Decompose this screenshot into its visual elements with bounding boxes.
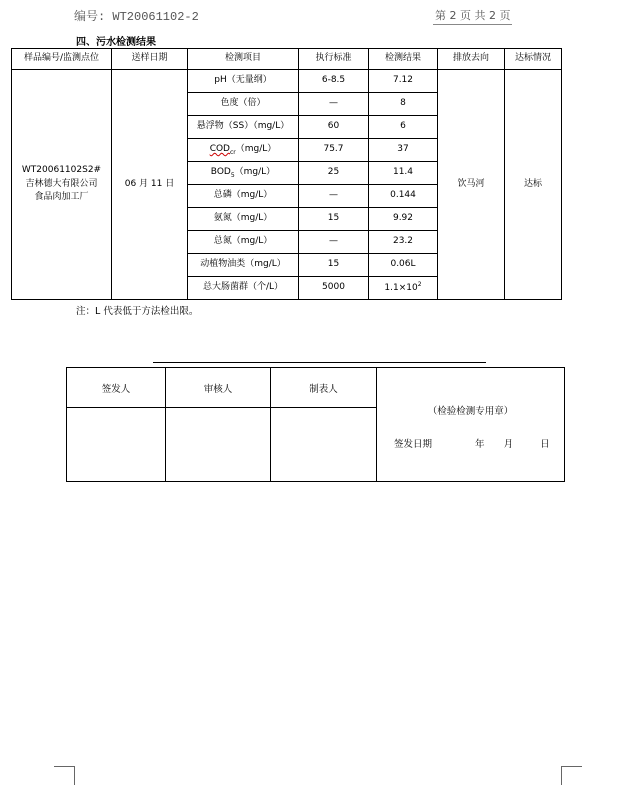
month-label: 月 [503, 439, 514, 450]
header-cell: 送样日期 [112, 49, 188, 70]
standard-cell: 25 [299, 162, 369, 185]
section-title: 四、污水检测结果 [76, 37, 156, 48]
divider-line [153, 362, 486, 363]
issuer-signature-box[interactable] [67, 408, 166, 482]
seal-text: （检验检测专用章） [427, 406, 514, 417]
standard-cell: 60 [299, 116, 369, 139]
footnote: 注：L 代表低于方法检出限。 [76, 306, 199, 317]
standard-cell: 5000 [299, 277, 369, 300]
result-cell: 37 [369, 139, 438, 162]
page-number: 第 2 页 共 2 页 [433, 7, 512, 25]
item-cell: 总大肠菌群（个/L） [188, 277, 299, 300]
header-cell: 达标情况 [505, 49, 562, 70]
standard-cell: 15 [299, 254, 369, 277]
result-cell: 8 [369, 93, 438, 116]
table-row [12, 70, 562, 93]
discharge-cell: 饮马河 [438, 70, 505, 300]
margin-mark-right [561, 766, 582, 785]
signature-table [66, 367, 565, 482]
standard-cell: 15 [299, 208, 369, 231]
item-cell [188, 139, 299, 162]
header-cell: 排放去向 [438, 49, 505, 70]
reviewer-label: 审核人 [166, 368, 271, 408]
item-cell: 悬浮物（SS）（mg/L） [188, 116, 299, 139]
cod-subscript: cr [230, 148, 236, 156]
item-cell [188, 162, 299, 185]
margin-mark-left [54, 766, 75, 785]
header-cell: 样品编号/监测点位 [12, 49, 112, 70]
item-cell: 总氮（mg/L） [188, 231, 299, 254]
result-cell: 6 [369, 116, 438, 139]
sample-site-line1: 吉林德大有限公司 [25, 178, 98, 189]
sample-cell [12, 70, 112, 300]
year-label: 年 [475, 439, 485, 450]
item-cell: pH（无量纲） [188, 70, 299, 93]
day-label: 日 [540, 439, 550, 450]
result-cell: 0.06L [369, 254, 438, 277]
seal-cell [377, 368, 565, 482]
result-cell: 0.144 [369, 185, 438, 208]
item-cell: 色度（倍） [188, 93, 299, 116]
issue-date-label: 签发日期 [394, 439, 433, 450]
sample-id: WT20061102S2# [21, 165, 102, 176]
item-cell: 动植物油类（mg/L） [188, 254, 299, 277]
reviewer-signature-box[interactable] [166, 408, 271, 482]
preparer-signature-box[interactable] [271, 408, 377, 482]
document-code: 编号: WT20061102-2 [74, 10, 199, 24]
item-cell: 氨氮（mg/L） [188, 208, 299, 231]
header-cell: 执行标准 [299, 49, 369, 70]
results-table [11, 48, 562, 300]
issue-date-row [394, 436, 550, 450]
cod-unit: （mg/L） [235, 143, 277, 154]
bod-unit: （mg/L） [234, 166, 276, 177]
header-cell: 检测结果 [369, 49, 438, 70]
standard-cell: — [299, 231, 369, 254]
preparer-label: 制表人 [271, 368, 377, 408]
result-cell [369, 277, 438, 300]
item-cell: 总磷（mg/L） [188, 185, 299, 208]
result-cell: 23.2 [369, 231, 438, 254]
issuer-label: 签发人 [67, 368, 166, 408]
result-cell: 7.12 [369, 70, 438, 93]
result-cell: 11.4 [369, 162, 438, 185]
cod-label: COD [209, 143, 230, 154]
coliform-exponent: 2 [417, 281, 422, 289]
header-cell: 检测项目 [188, 49, 299, 70]
standard-cell: — [299, 185, 369, 208]
bod-label: BOD [210, 166, 231, 177]
result-cell: 9.92 [369, 208, 438, 231]
table-header-row [12, 49, 562, 70]
coliform-result: 1.1×10 [384, 283, 418, 294]
standard-cell: 6-8.5 [299, 70, 369, 93]
bod-subscript: 5 [230, 171, 235, 179]
compliance-cell: 达标 [505, 70, 562, 300]
standard-cell: 75.7 [299, 139, 369, 162]
standard-cell: — [299, 93, 369, 116]
date-cell: 06 月 11 日 [112, 70, 188, 300]
sample-site-line2: 食品肉加工厂 [34, 192, 89, 203]
